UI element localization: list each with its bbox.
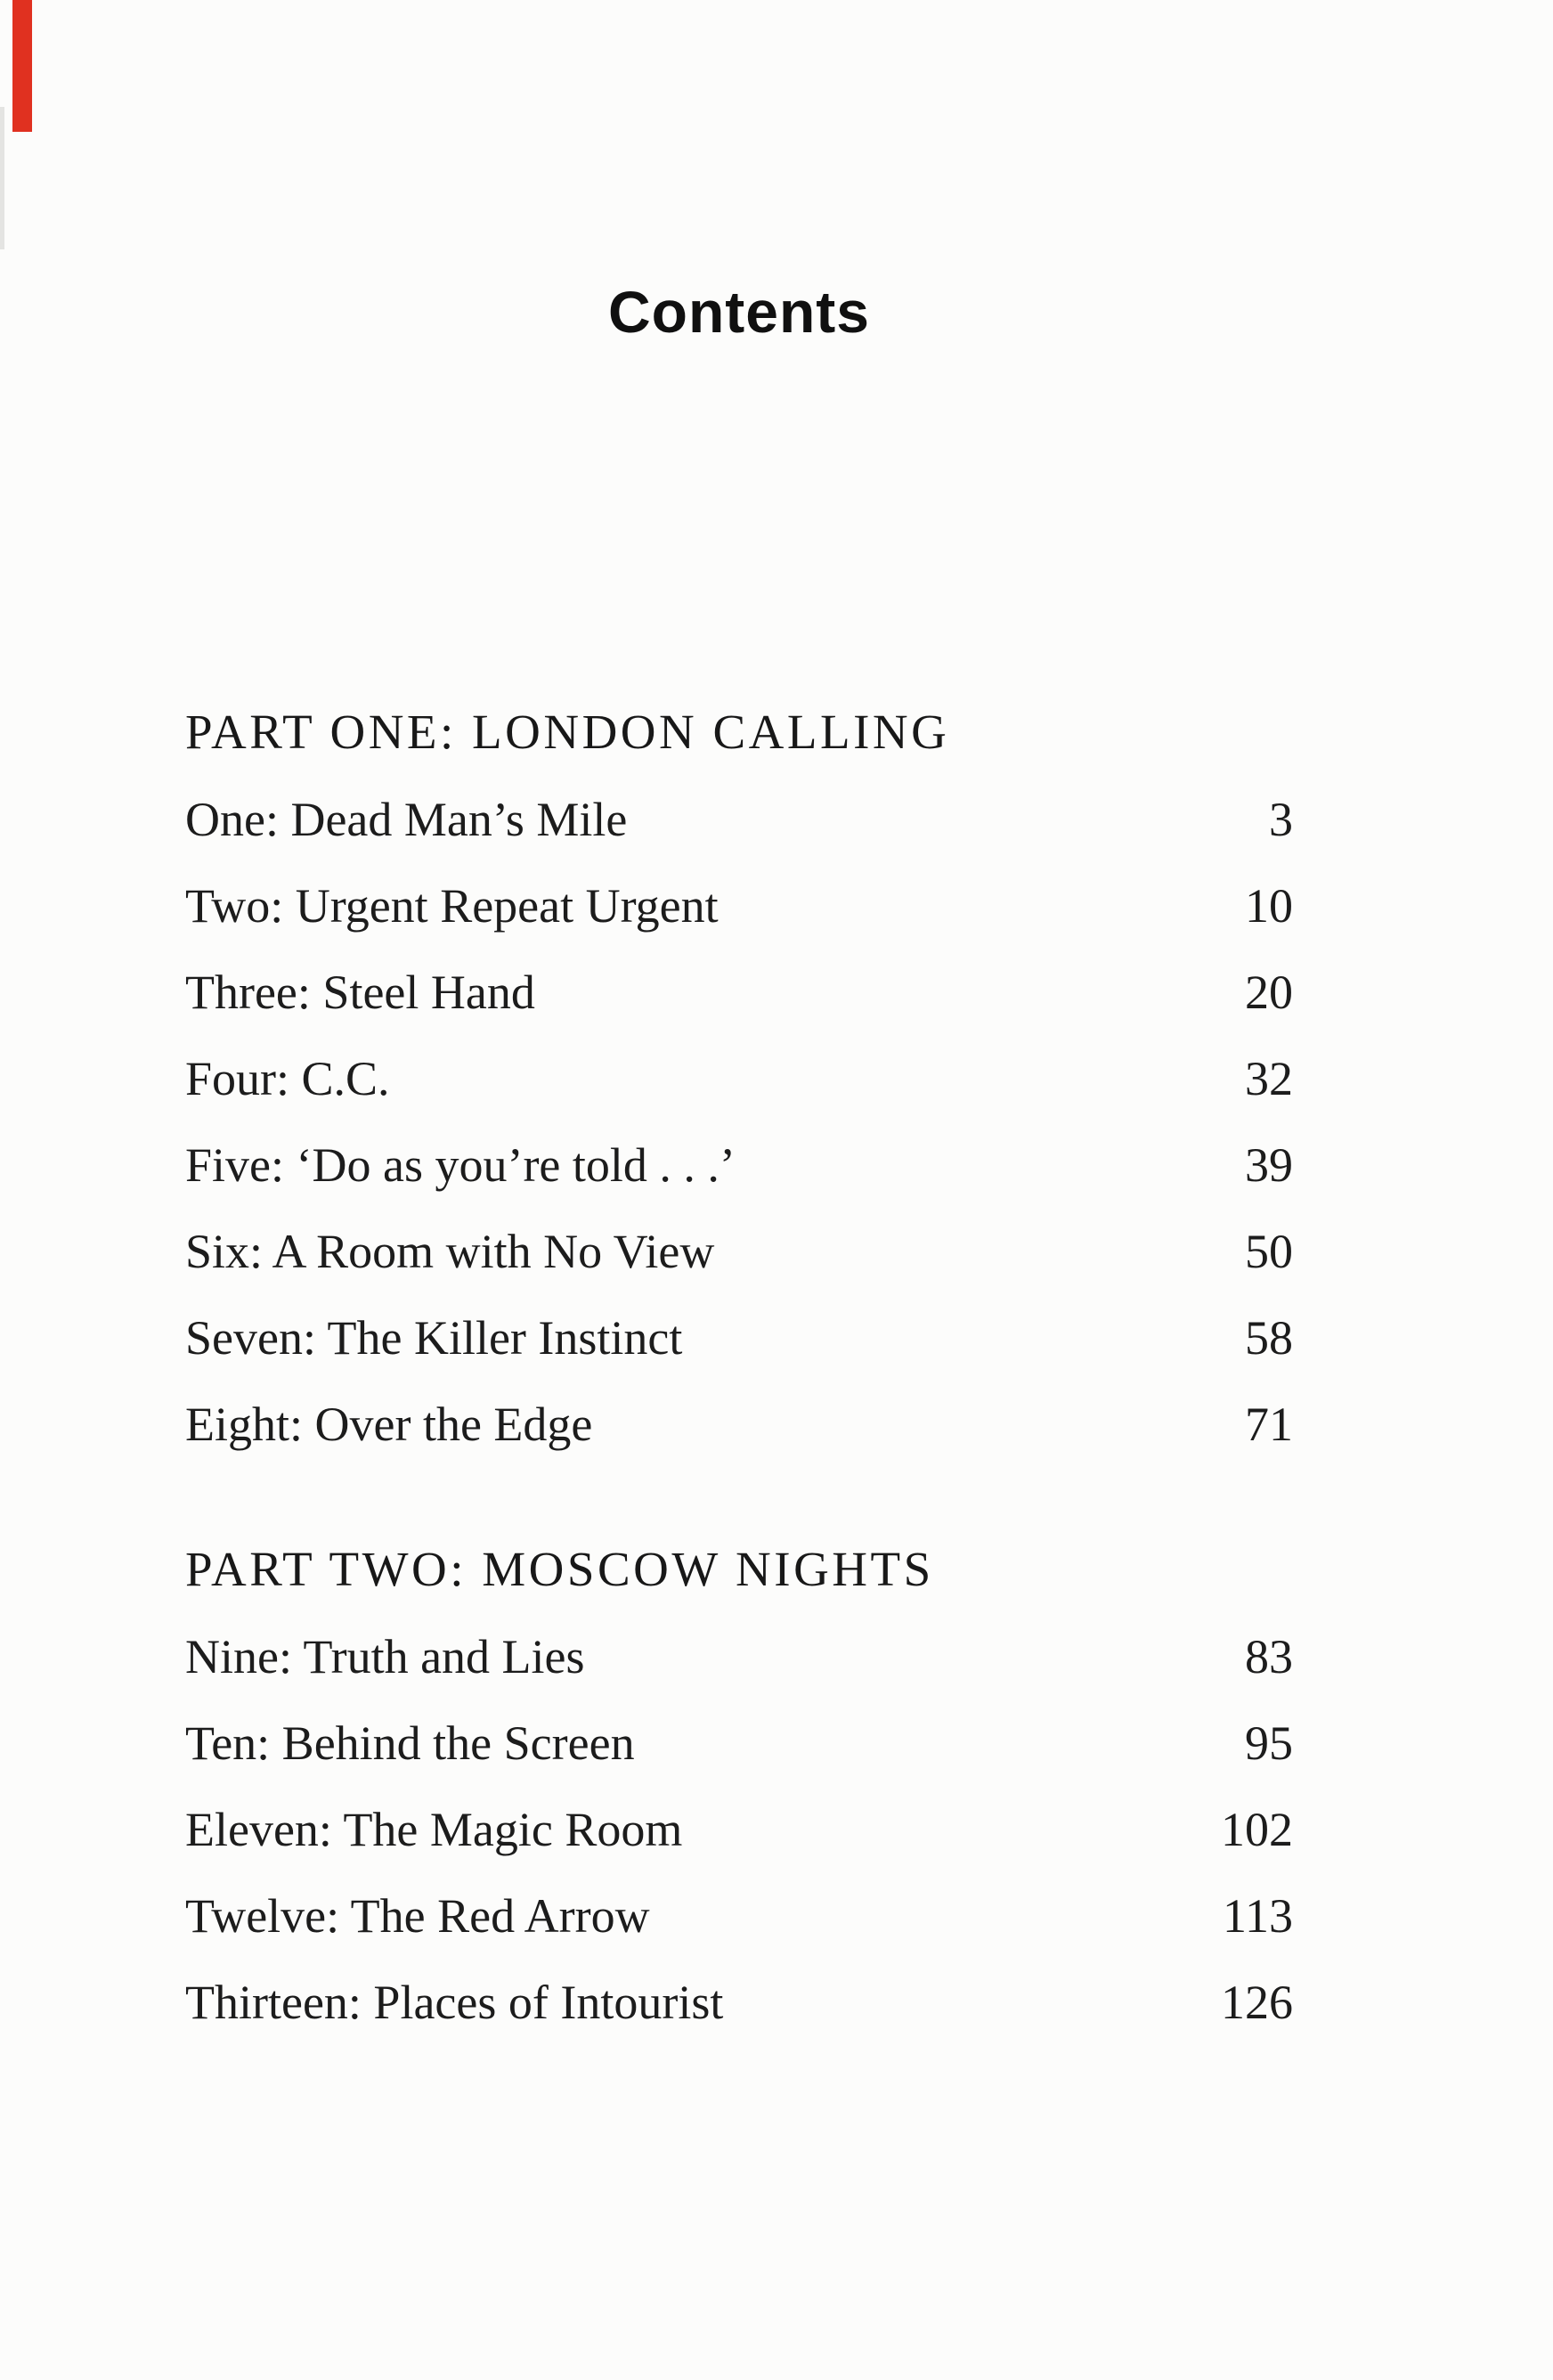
page-number: 50 (1245, 1225, 1293, 1278)
toc-entry (185, 1209, 1293, 1295)
toc-entry (185, 1700, 1293, 1787)
page-number: 113 (1223, 1889, 1293, 1943)
chapter-title: Eight: Over the Edge (185, 1398, 593, 1451)
chapter-title: Three: Steel Hand (185, 966, 535, 1019)
page-number: 102 (1221, 1803, 1293, 1856)
chapter-title: Ten: Behind the Screen (185, 1716, 635, 1770)
toc-entry (185, 1960, 1293, 2046)
page-number: 126 (1221, 1976, 1293, 2029)
chapter-title: Two: Urgent Repeat Urgent (185, 879, 719, 933)
chapter-title: Twelve: The Red Arrow (185, 1889, 650, 1943)
page-number: 71 (1245, 1398, 1293, 1451)
page-number: 83 (1245, 1630, 1293, 1683)
toc-entry (185, 1787, 1293, 1873)
page-number: 39 (1245, 1138, 1293, 1192)
part-two-heading: PART TWO: MOSCOW NIGHTS (185, 1542, 934, 1596)
chapter-title: Seven: The Killer Instinct (185, 1311, 683, 1365)
toc-entry (185, 1122, 1293, 1209)
chapter-title: Thirteen: Places of Intourist (185, 1976, 724, 2029)
page-number: 3 (1269, 793, 1293, 846)
page-number: 32 (1245, 1052, 1293, 1105)
toc-entry (185, 950, 1293, 1036)
chapter-title: Four: C.C. (185, 1052, 390, 1105)
page-number: 20 (1245, 966, 1293, 1019)
chapter-title: Eleven: The Magic Room (185, 1803, 683, 1856)
page-number: 95 (1245, 1716, 1293, 1770)
toc-entry (185, 1295, 1293, 1382)
cover-edge-red-strip (12, 0, 32, 132)
chapter-title: One: Dead Man’s Mile (185, 793, 628, 846)
page-title: Contents (608, 279, 870, 345)
page-edge-shadow (0, 107, 4, 249)
part-one-heading: PART ONE: LONDON CALLING (185, 705, 950, 759)
chapter-title: Nine: Truth and Lies (185, 1630, 585, 1683)
toc-entry (185, 1036, 1293, 1122)
chapter-title: Five: ‘Do as you’re told . . .’ (185, 1138, 736, 1192)
toc-entry (185, 1382, 1293, 1468)
toc-entry (185, 1614, 1293, 1700)
chapter-title: Six: A Room with No View (185, 1225, 715, 1278)
page-number: 58 (1245, 1311, 1293, 1365)
title-area (185, 278, 1293, 346)
toc-entry (185, 863, 1293, 950)
toc-entry (185, 1873, 1293, 1960)
table-of-contents (185, 688, 1293, 2046)
page-number: 10 (1245, 879, 1293, 933)
toc-entry (185, 777, 1293, 863)
